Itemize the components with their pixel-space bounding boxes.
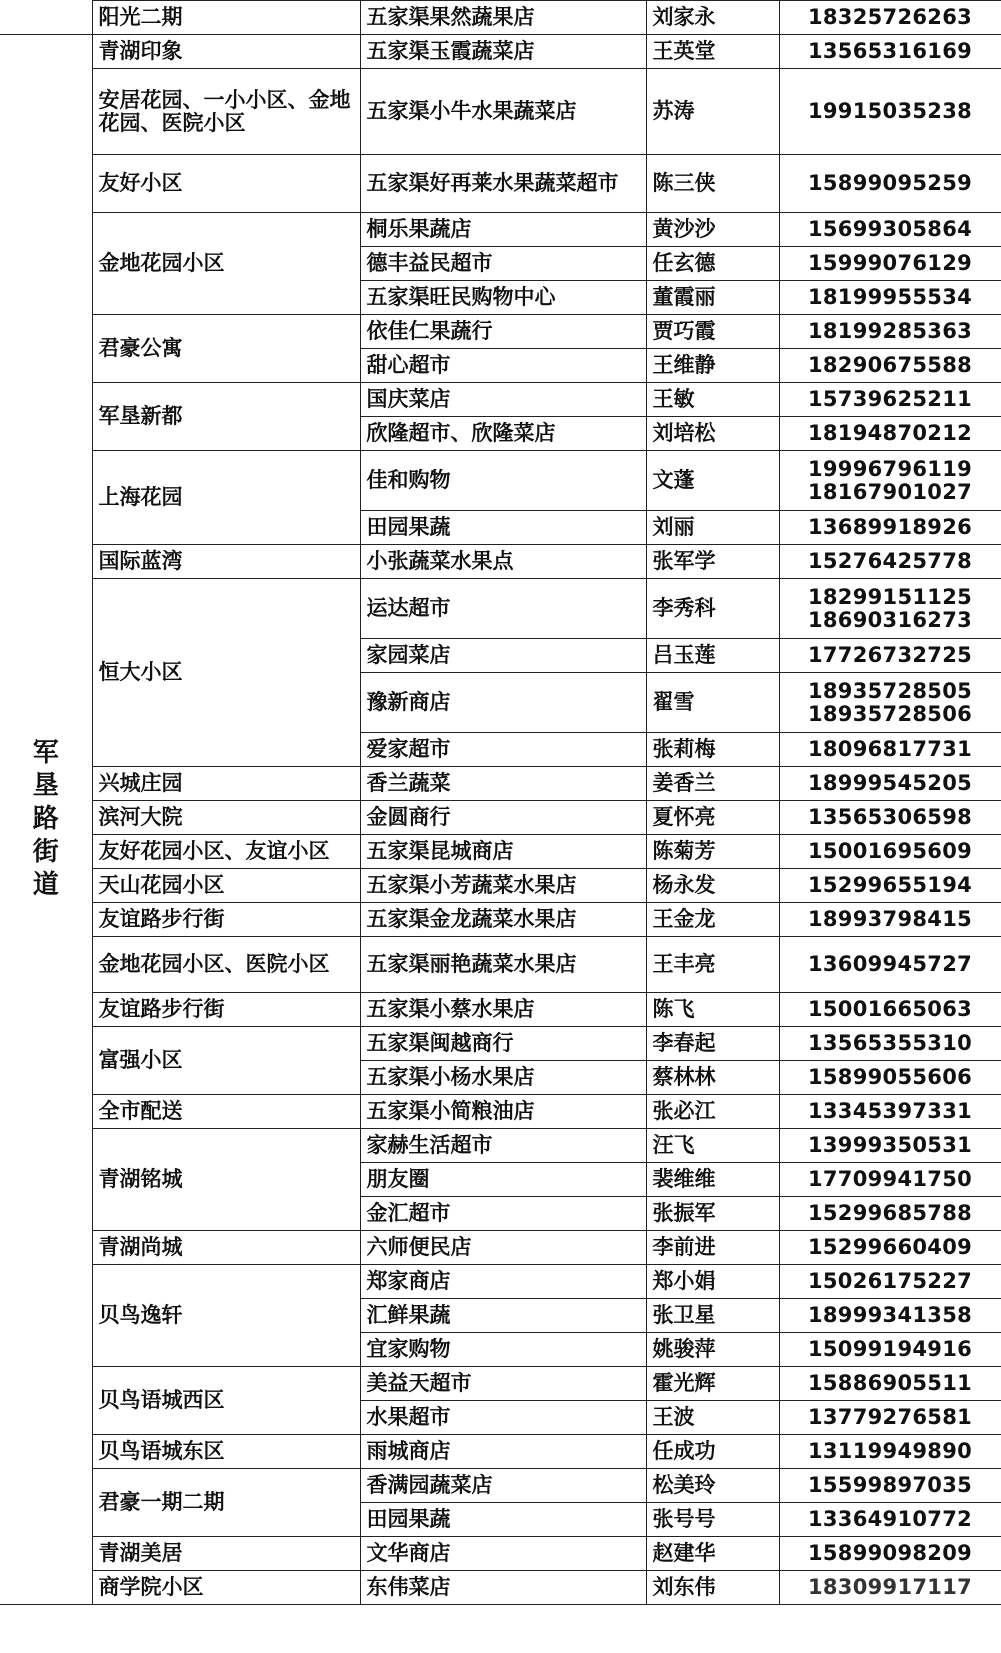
phone-cell: 18290675588	[779, 349, 1001, 383]
shop-cell: 五家渠丽艳蔬菜水果店	[360, 937, 646, 993]
phone-secondary: 18690316273	[807, 607, 973, 632]
contact-cell: 汪飞	[646, 1129, 779, 1163]
phone-cell: 15026175227	[779, 1265, 1001, 1299]
table-row	[0, 1537, 1001, 1571]
table-row	[0, 1129, 1001, 1163]
shop-cell: 朋友圈	[360, 1163, 646, 1197]
community-cell: 国际蓝湾	[92, 545, 360, 579]
phone-cell: 15299660409	[779, 1231, 1001, 1265]
table-row	[0, 993, 1001, 1027]
community-cell: 安居花园、一小小区、金地花园、医院小区	[92, 69, 360, 155]
community-cell: 青湖美居	[92, 1537, 360, 1571]
table-row	[0, 1095, 1001, 1129]
phone-cell: 13999350531	[779, 1129, 1001, 1163]
shop-cell: 五家渠好再莱水果蔬菜超市	[360, 155, 646, 213]
community-cell: 上海花园	[92, 451, 360, 545]
shop-cell: 运达超市	[360, 579, 646, 639]
contact-cell: 松美玲	[646, 1469, 779, 1503]
phone-cell: 15699305864	[779, 213, 1001, 247]
phone-cell: 15299685788	[779, 1197, 1001, 1231]
shop-cell: 五家渠闽越商行	[360, 1027, 646, 1061]
community-cell: 天山花园小区	[92, 869, 360, 903]
community-cell: 全市配送	[92, 1095, 360, 1129]
phone-cell: 15739625211	[779, 383, 1001, 417]
table-row	[0, 1571, 1001, 1605]
shop-cell: 五家渠小简粮油店	[360, 1095, 646, 1129]
community-cell: 青湖印象	[92, 35, 360, 69]
phone-cell: 15001695609	[779, 835, 1001, 869]
phone-cell: 15599897035	[779, 1469, 1001, 1503]
table-row	[0, 869, 1001, 903]
contact-cell: 裴维维	[646, 1163, 779, 1197]
table-row	[0, 1367, 1001, 1401]
shop-cell: 家园菜店	[360, 639, 646, 673]
street-char: 街	[32, 837, 59, 867]
contact-cell: 吕玉莲	[646, 639, 779, 673]
contact-cell: 王丰亮	[646, 937, 779, 993]
phone-cell: 15299655194	[779, 869, 1001, 903]
shop-cell: 美益天超市	[360, 1367, 646, 1401]
contact-cell: 张卫星	[646, 1299, 779, 1333]
table-row	[0, 1265, 1001, 1299]
contact-cell: 黄沙沙	[646, 213, 779, 247]
shop-cell: 宜家购物	[360, 1333, 646, 1367]
community-cell: 友谊路步行街	[92, 993, 360, 1027]
contact-cell: 张振军	[646, 1197, 779, 1231]
contact-cell: 杨永发	[646, 869, 779, 903]
contact-cell: 夏怀亮	[646, 801, 779, 835]
table-row	[0, 1027, 1001, 1061]
phone-cell: 13345397331	[779, 1095, 1001, 1129]
phone-cell: 15999076129	[779, 247, 1001, 281]
shop-cell: 小张蔬菜水果点	[360, 545, 646, 579]
community-cell: 军垦新都	[92, 383, 360, 451]
community-cell: 金地花园小区、医院小区	[92, 937, 360, 993]
shop-cell: 桐乐果蔬店	[360, 213, 646, 247]
shop-cell: 豫新商店	[360, 673, 646, 733]
contact-cell: 蔡林林	[646, 1061, 779, 1095]
community-cell: 贝鸟逸轩	[92, 1265, 360, 1367]
phone-cell: 13689918926	[779, 511, 1001, 545]
community-cell: 君豪公寓	[92, 315, 360, 383]
shop-cell: 五家渠金龙蔬菜水果店	[360, 903, 646, 937]
community-cell: 阳光二期	[92, 1, 360, 35]
street-name-cell	[0, 35, 92, 1605]
shop-cell: 郑家商店	[360, 1265, 646, 1299]
phone-cell: 18199285363	[779, 315, 1001, 349]
contact-cell: 李前进	[646, 1231, 779, 1265]
table-row	[0, 801, 1001, 835]
contact-cell: 刘家永	[646, 1, 779, 35]
contact-cell: 刘东伟	[646, 1571, 779, 1605]
phone-cell: 17726732725	[779, 639, 1001, 673]
table-row	[0, 937, 1001, 993]
shop-cell: 依佳仁果蔬行	[360, 315, 646, 349]
table-row	[0, 903, 1001, 937]
shop-cell: 德丰益民超市	[360, 247, 646, 281]
table-row	[0, 1, 1001, 35]
phone-cell: 17709941750	[779, 1163, 1001, 1197]
shop-cell: 五家渠小杨水果店	[360, 1061, 646, 1095]
shop-cell: 五家渠玉霞蔬菜店	[360, 35, 646, 69]
contact-cell: 张必江	[646, 1095, 779, 1129]
contact-cell: 王波	[646, 1401, 779, 1435]
shop-cell: 文华商店	[360, 1537, 646, 1571]
contact-cell: 赵建华	[646, 1537, 779, 1571]
contact-cell: 霍光辉	[646, 1367, 779, 1401]
shop-cell: 五家渠小芳蔬菜水果店	[360, 869, 646, 903]
shop-cell: 五家渠小牛水果蔬菜店	[360, 69, 646, 155]
phone-secondary: 18935728506	[807, 701, 973, 726]
community-cell: 青湖铭城	[92, 1129, 360, 1231]
contact-cell: 翟雪	[646, 673, 779, 733]
street-char: 路	[32, 804, 59, 834]
contact-cell: 李秀科	[646, 579, 779, 639]
community-cell: 富强小区	[92, 1027, 360, 1095]
community-cell: 兴城庄园	[92, 767, 360, 801]
contact-cell: 陈三侠	[646, 155, 779, 213]
shop-cell: 爱家超市	[360, 733, 646, 767]
community-cell: 青湖尚城	[92, 1231, 360, 1265]
phone-cell: 15099194916	[779, 1333, 1001, 1367]
phone-cell: 15276425778	[779, 545, 1001, 579]
community-cell: 恒大小区	[92, 579, 360, 767]
street-cell-previous	[0, 1, 92, 35]
community-cell: 商学院小区	[92, 1571, 360, 1605]
phone-cell: 13565316169	[779, 35, 1001, 69]
shop-cell: 田园果蔬	[360, 511, 646, 545]
phone-cell: 18309917117	[779, 1571, 1001, 1605]
community-cell: 友好花园小区、友谊小区	[92, 835, 360, 869]
phone-cell: 18999341358	[779, 1299, 1001, 1333]
contact-cell: 文蓬	[646, 451, 779, 511]
shop-cell: 香满园蔬菜店	[360, 1469, 646, 1503]
table-row	[0, 213, 1001, 247]
community-cell: 友谊路步行街	[92, 903, 360, 937]
shop-cell: 金汇超市	[360, 1197, 646, 1231]
phone-cell: 15886905511	[779, 1367, 1001, 1401]
phone-cell: 15001665063	[779, 993, 1001, 1027]
contact-cell: 王英堂	[646, 35, 779, 69]
shop-cell: 甜心超市	[360, 349, 646, 383]
phone-cell: 18096817731	[779, 733, 1001, 767]
shop-cell: 田园果蔬	[360, 1503, 646, 1537]
community-cell: 贝鸟语城西区	[92, 1367, 360, 1435]
phone-cell: 15899055606	[779, 1061, 1001, 1095]
contact-cell: 张号号	[646, 1503, 779, 1537]
shop-cell: 汇鲜果蔬	[360, 1299, 646, 1333]
table-row	[0, 545, 1001, 579]
table-row	[0, 579, 1001, 639]
phone-primary: 18299151125	[807, 584, 973, 609]
contact-cell: 贾巧霞	[646, 315, 779, 349]
contact-cell: 苏涛	[646, 69, 779, 155]
phone-cell	[779, 451, 1001, 511]
shop-cell: 佳和购物	[360, 451, 646, 511]
contact-cell: 董霞丽	[646, 281, 779, 315]
contact-cell: 张莉梅	[646, 733, 779, 767]
contact-cell: 姜香兰	[646, 767, 779, 801]
shop-cell: 家赫生活超市	[360, 1129, 646, 1163]
street-char: 军	[32, 738, 59, 768]
community-cell: 贝鸟语城东区	[92, 1435, 360, 1469]
phone-primary: 18935728505	[807, 678, 973, 703]
phone-cell: 13364910772	[779, 1503, 1001, 1537]
shop-cell: 五家渠昆城商店	[360, 835, 646, 869]
phone-secondary: 18167901027	[807, 479, 973, 504]
contact-cell: 任玄德	[646, 247, 779, 281]
phone-cell: 15899098209	[779, 1537, 1001, 1571]
phone-primary: 19996796119	[807, 456, 973, 481]
shop-cell: 国庆菜店	[360, 383, 646, 417]
contact-cell: 郑小娟	[646, 1265, 779, 1299]
contact-cell: 陈飞	[646, 993, 779, 1027]
street-char: 道	[32, 870, 59, 900]
table-row	[0, 69, 1001, 155]
phone-cell: 13565355310	[779, 1027, 1001, 1061]
contact-cell: 李春起	[646, 1027, 779, 1061]
phone-cell	[779, 579, 1001, 639]
phone-cell: 15899095259	[779, 155, 1001, 213]
table-row	[0, 1231, 1001, 1265]
phone-cell	[779, 673, 1001, 733]
phone-cell: 18194870212	[779, 417, 1001, 451]
phone-cell: 13609945727	[779, 937, 1001, 993]
phone-cell: 13779276581	[779, 1401, 1001, 1435]
table-row	[0, 1435, 1001, 1469]
table-row	[0, 155, 1001, 213]
shop-cell: 五家渠果然蔬果店	[360, 1, 646, 35]
table-row	[0, 451, 1001, 511]
community-cell: 君豪一期二期	[92, 1469, 360, 1537]
phone-cell: 13565306598	[779, 801, 1001, 835]
phone-cell: 18993798415	[779, 903, 1001, 937]
shop-cell: 五家渠小蔡水果店	[360, 993, 646, 1027]
contact-cell: 王金龙	[646, 903, 779, 937]
shop-cell: 水果超市	[360, 1401, 646, 1435]
shop-cell: 五家渠旺民购物中心	[360, 281, 646, 315]
table-row	[0, 35, 1001, 69]
shop-cell: 金圆商行	[360, 801, 646, 835]
table-row	[0, 383, 1001, 417]
community-cell: 滨河大院	[92, 801, 360, 835]
contact-cell: 王维静	[646, 349, 779, 383]
contact-cell: 张军学	[646, 545, 779, 579]
phone-cell: 18199955534	[779, 281, 1001, 315]
table-row	[0, 315, 1001, 349]
shop-cell: 六师便民店	[360, 1231, 646, 1265]
street-char: 垦	[32, 771, 59, 801]
table-row	[0, 767, 1001, 801]
community-cell: 友好小区	[92, 155, 360, 213]
shop-cell: 香兰蔬菜	[360, 767, 646, 801]
community-cell: 金地花园小区	[92, 213, 360, 315]
table-row	[0, 835, 1001, 869]
contact-cell: 陈菊芳	[646, 835, 779, 869]
shop-cell: 东伟菜店	[360, 1571, 646, 1605]
contact-cell: 刘培松	[646, 417, 779, 451]
contact-cell: 王敏	[646, 383, 779, 417]
phone-cell: 13119949890	[779, 1435, 1001, 1469]
contact-cell: 任成功	[646, 1435, 779, 1469]
shop-cell: 雨城商店	[360, 1435, 646, 1469]
phone-cell: 18999545205	[779, 767, 1001, 801]
phone-cell: 18325726263	[779, 1, 1001, 35]
contact-cell: 刘丽	[646, 511, 779, 545]
table-row	[0, 1469, 1001, 1503]
contact-cell: 姚骏萍	[646, 1333, 779, 1367]
shop-cell: 欣隆超市、欣隆菜店	[360, 417, 646, 451]
phone-cell: 19915035238	[779, 69, 1001, 155]
